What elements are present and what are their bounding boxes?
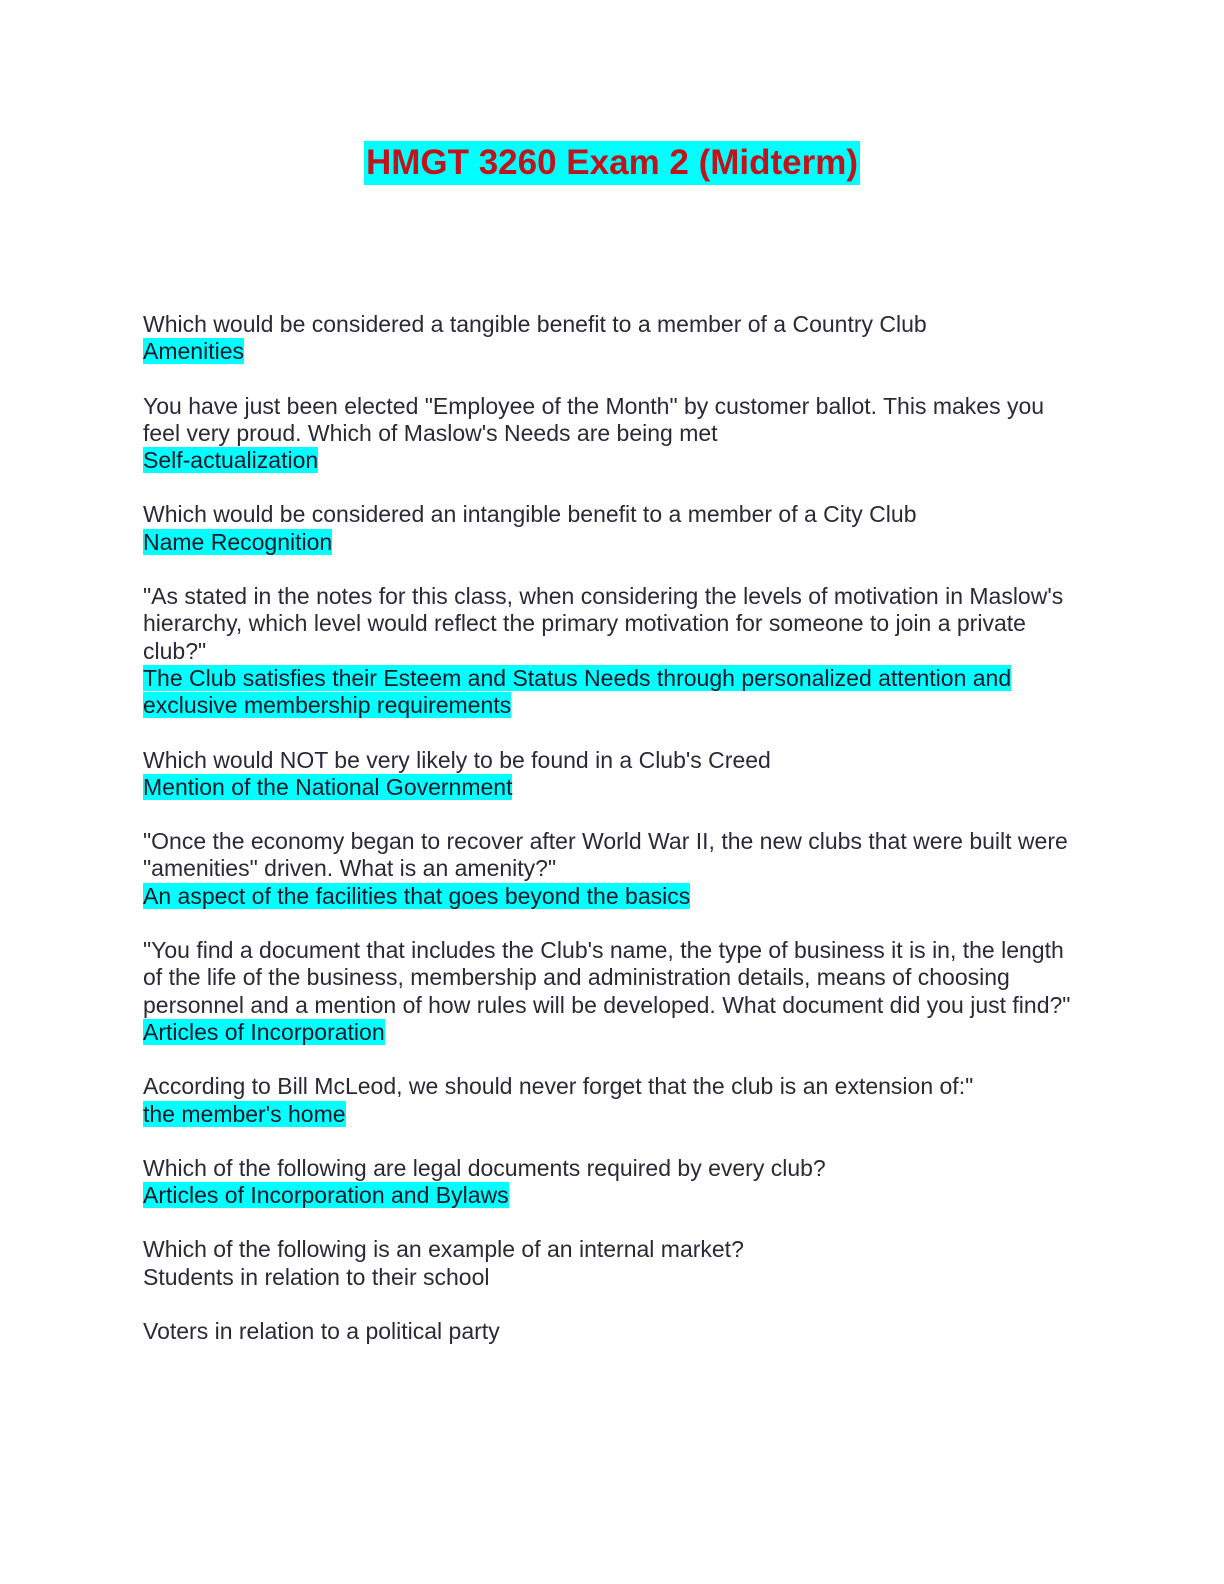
- trailing-line: Voters in relation to a political party: [143, 1318, 500, 1345]
- answer-highlight: An aspect of the facilities that goes beyond the basics: [143, 882, 691, 909]
- qa-item-3: [143, 501, 1083, 556]
- qa-item-7: [143, 937, 1083, 1046]
- answer-line: [143, 338, 1083, 365]
- answer-highlight: Mention of the National Government: [143, 773, 513, 800]
- qa-item-1: [143, 311, 1083, 366]
- qa-item-2: [143, 393, 1083, 475]
- question-text: Which of the following is an example of an internal market?: [143, 1236, 744, 1263]
- answer-line: [143, 774, 1083, 801]
- qa-item-4: [143, 583, 1083, 719]
- qa-item-10: [143, 1236, 1083, 1291]
- question-text: Which would be considered a tangible benefit to a member of a Country Club: [143, 311, 927, 337]
- answer-line: [143, 529, 1083, 556]
- question-text: "You find a document that includes the Club's name, the type of business it is in, the length of the life of the business, membership and administration details, means of choosing personnel and a mention of how rules will be developed. What document did you just find?": [143, 937, 1071, 1018]
- answer-highlight: Self-actualization: [143, 447, 319, 474]
- question-text: According to Bill McLeod, we should never forget that the club is an extension of:": [143, 1073, 974, 1100]
- qa-list: [143, 311, 1083, 1372]
- answer-line: [143, 1101, 1083, 1128]
- question-text: Which of the following are legal documents required by every club?: [143, 1154, 826, 1181]
- answer-highlight: Articles of Incorporation and Bylaws: [143, 1182, 509, 1209]
- answer-text: Students in relation to their school: [143, 1263, 490, 1290]
- answer-line: [143, 1182, 1083, 1209]
- answer-highlight: the member's home: [143, 1100, 346, 1127]
- answer-line: [143, 883, 1083, 910]
- qa-item-9: [143, 1155, 1083, 1210]
- document-title: HMGT 3260 Exam 2 (Midterm): [364, 141, 860, 185]
- question-text: "As stated in the notes for this class, when considering the levels of motivation in Maslow's hierarchy, which level would reflect the primary motivation for someone to join a private club?": [143, 583, 1064, 664]
- answer-line: [143, 665, 1083, 720]
- answer-line: [143, 1019, 1083, 1046]
- answer-highlight: Amenities: [143, 338, 244, 365]
- answer-highlight: Name Recognition: [143, 528, 333, 555]
- question-text: You have just been elected "Employee of the Month" by customer ballot. This makes you feel very proud. Which of Maslow's Needs are being met: [143, 392, 1045, 446]
- title-container: [0, 141, 1224, 185]
- qa-item-5: [143, 747, 1083, 802]
- question-text: Which would be considered an intangible benefit to a member of a City Club: [143, 501, 917, 528]
- trailing-item: [143, 1318, 1083, 1345]
- answer-highlight: Articles of Incorporation: [143, 1018, 385, 1045]
- answer-line: [143, 447, 1083, 474]
- question-text: "Once the economy began to recover after World War II, the new clubs that were built were "amenities" driven. What is an amenity?": [143, 828, 1068, 882]
- answer-highlight: The Club satisfies their Esteem and Status Needs through personalized attention and exclusive membership requirements: [143, 664, 1012, 719]
- qa-item-6: [143, 828, 1083, 910]
- qa-item-8: [143, 1073, 1083, 1128]
- question-text: Which would NOT be very likely to be found in a Club's Creed: [143, 746, 771, 773]
